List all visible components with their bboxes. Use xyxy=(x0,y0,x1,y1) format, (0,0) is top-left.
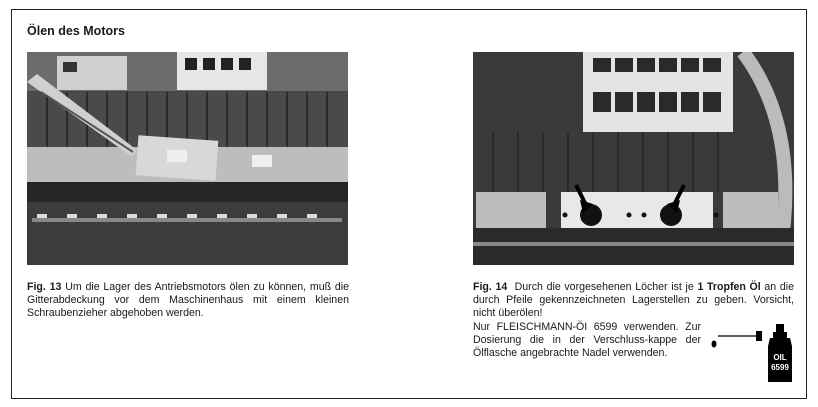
fig14-photo xyxy=(473,52,794,265)
fig13-text: Um die Lager des Antriebsmotors ölen zu können, muß die Gitterabdeckung vor dem Maschinenhaus mit einem kleinen Schraubenzieher abgehoben werden. xyxy=(27,281,349,320)
fig14-text-a: Durch die vorgesehenen Löcher ist je xyxy=(514,281,694,293)
oil-bottle-illustration xyxy=(706,322,798,384)
fig14-text-b: an die durch Pfeile gekennzeichneten Lagerstellen zu geben. Vorsicht, nicht überölen! xyxy=(473,281,794,320)
section-title: Ölen des Motors xyxy=(27,24,125,38)
fig13-label: Fig. 13 xyxy=(27,281,62,293)
oil-drop-icon xyxy=(712,341,717,348)
oil-label-line2: 6599 xyxy=(771,363,789,372)
fig14-text-bold: 1 Tropfen Öl xyxy=(697,281,761,293)
fig13-caption xyxy=(27,281,349,321)
fig13-photo xyxy=(27,52,348,265)
oil-label-line1: OIL xyxy=(773,353,787,362)
fig14-caption xyxy=(473,281,794,321)
fig14-oil-instructions: Nur FLEISCHMANN-ÖI 6599 verwenden. Zur Dosierung die in der Verschluss-kappe der Ölflasche angebrachte Nadel verwenden. xyxy=(473,321,701,360)
fig14-label: Fig. 14 xyxy=(473,281,508,293)
